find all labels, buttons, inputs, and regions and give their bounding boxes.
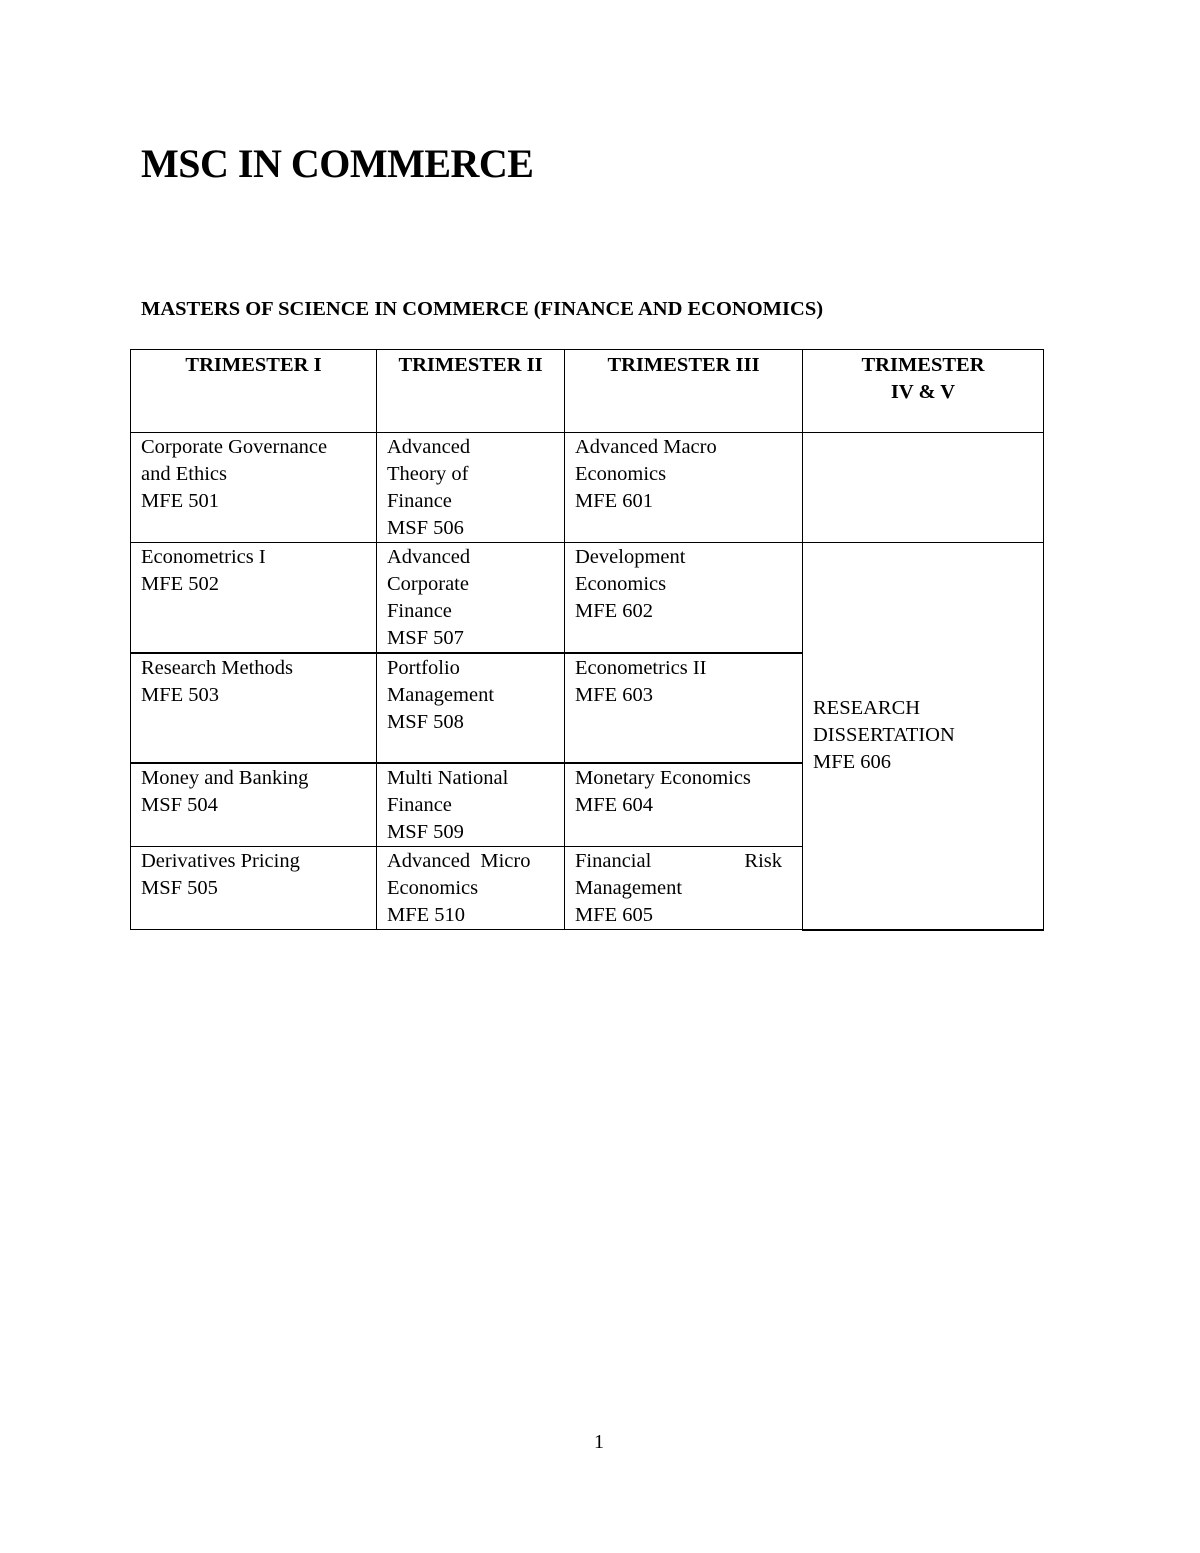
course-name: Econometrics II bbox=[575, 657, 707, 679]
course-cell-t1 bbox=[131, 847, 377, 930]
course-code: MSF 506 bbox=[387, 517, 464, 539]
course-code: MFE 510 bbox=[387, 904, 466, 926]
trimester-course-table bbox=[130, 349, 1044, 931]
course-code: MFE 604 bbox=[575, 794, 654, 816]
course-code: MFE 602 bbox=[575, 600, 654, 622]
course-name: Research Methods bbox=[141, 657, 293, 679]
header-trimester-4-5 bbox=[803, 350, 1044, 433]
course-name: and Ethics bbox=[141, 463, 227, 485]
header-trimester-3 bbox=[565, 350, 803, 433]
empty-cell-t4 bbox=[803, 433, 1044, 543]
course-name: Finance bbox=[387, 600, 452, 622]
table-row bbox=[131, 433, 1044, 543]
course-cell-t3 bbox=[565, 543, 803, 654]
course-name: Financial Risk bbox=[575, 850, 783, 872]
course-cell-t3 bbox=[565, 763, 803, 847]
page-number: 1 bbox=[594, 1431, 604, 1453]
course-cell-t3 bbox=[565, 847, 803, 930]
course-code: MFE 605 bbox=[575, 904, 654, 926]
header-line: TRIMESTER II bbox=[398, 354, 543, 376]
course-code: MSF 505 bbox=[141, 877, 218, 899]
course-cell-t1 bbox=[131, 433, 377, 543]
research-dissertation-cell bbox=[803, 543, 1044, 930]
header-trimester-1 bbox=[131, 350, 377, 433]
course-name: Advanced bbox=[387, 546, 471, 568]
header-line: IV & V bbox=[890, 381, 956, 403]
course-name: Advanced Micro bbox=[387, 850, 531, 872]
course-cell-t1 bbox=[131, 543, 377, 654]
course-name: Corporate Governance bbox=[141, 436, 328, 458]
dissertation-title: DISSERTATION bbox=[813, 724, 955, 747]
header-line: TRIMESTER III bbox=[607, 354, 760, 376]
dissertation-code: MFE 606 bbox=[813, 751, 892, 774]
dissertation-text bbox=[813, 695, 1033, 776]
course-code: MSF 509 bbox=[387, 821, 464, 843]
course-cell-t1 bbox=[131, 653, 377, 763]
course-code: MFE 503 bbox=[141, 684, 220, 706]
course-cell-t1 bbox=[131, 763, 377, 847]
dissertation-title: RESEARCH bbox=[813, 697, 921, 720]
course-name: Monetary Economics bbox=[575, 767, 751, 789]
course-cell-t3 bbox=[565, 653, 803, 763]
table-header-row bbox=[131, 350, 1044, 433]
course-name: Economics bbox=[575, 463, 667, 485]
course-name: Econometrics I bbox=[141, 546, 266, 568]
course-code: MFE 502 bbox=[141, 573, 220, 595]
course-name: Economics bbox=[387, 877, 479, 899]
course-name: Management bbox=[387, 684, 495, 706]
course-name: Finance bbox=[387, 794, 452, 816]
course-code: MFE 601 bbox=[575, 490, 654, 512]
course-code: MSF 508 bbox=[387, 711, 464, 733]
course-name: Advanced Macro bbox=[575, 436, 717, 458]
course-cell-t2 bbox=[377, 763, 565, 847]
course-name: Derivatives Pricing bbox=[141, 850, 300, 872]
table-row bbox=[131, 543, 1044, 654]
course-name: Advanced bbox=[387, 436, 471, 458]
course-code: MFE 501 bbox=[141, 490, 220, 512]
course-name: Theory of bbox=[387, 463, 469, 485]
course-name: Finance bbox=[387, 490, 452, 512]
course-cell-t2 bbox=[377, 653, 565, 763]
course-code: MSF 507 bbox=[387, 627, 464, 649]
program-subtitle: MASTERS OF SCIENCE IN COMMERCE (FINANCE AND ECONOMICS) bbox=[141, 298, 824, 320]
course-name: Economics bbox=[575, 573, 667, 595]
course-code: MSF 504 bbox=[141, 794, 218, 816]
course-name: Corporate bbox=[387, 573, 469, 595]
course-code: MFE 603 bbox=[575, 684, 654, 706]
header-line: TRIMESTER I bbox=[185, 354, 322, 376]
course-name: Management bbox=[575, 877, 683, 899]
page-title: MSC IN COMMERCE bbox=[141, 141, 534, 186]
course-name: Portfolio bbox=[387, 657, 460, 679]
course-name: Multi National bbox=[387, 767, 509, 789]
header-line: TRIMESTER bbox=[861, 354, 985, 376]
course-cell-t2 bbox=[377, 847, 565, 930]
header-trimester-2 bbox=[377, 350, 565, 433]
course-cell-t3 bbox=[565, 433, 803, 543]
course-cell-t2 bbox=[377, 433, 565, 543]
course-cell-t2 bbox=[377, 543, 565, 654]
course-name: Development bbox=[575, 546, 686, 568]
course-name: Money and Banking bbox=[141, 767, 309, 789]
